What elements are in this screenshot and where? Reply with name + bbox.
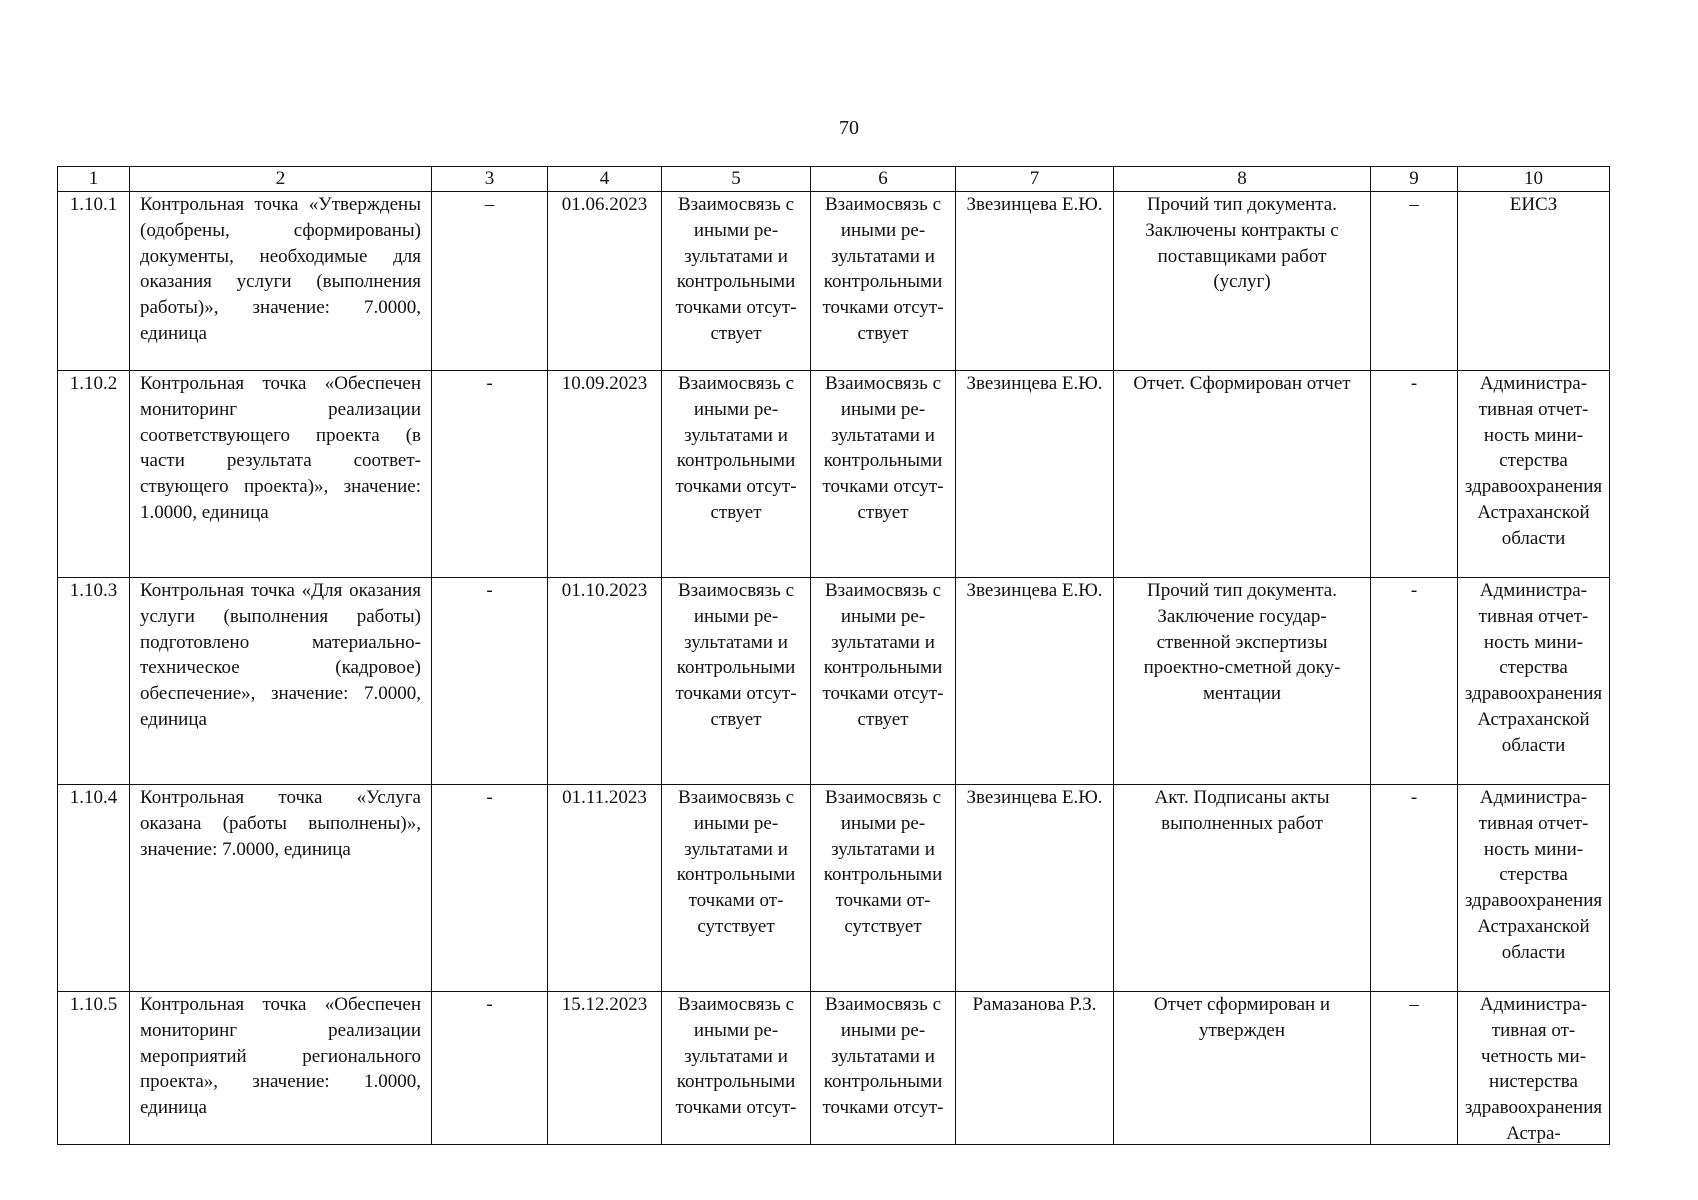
column-header-7: 7 [956,167,1114,192]
column-9-cell: - [1371,371,1458,578]
column-9-text: – [1409,994,1419,1015]
document-type-text: Отчет сформирован и утвержден [1153,994,1331,1041]
row-number-cell: 1.10.2 [58,371,130,578]
row-number-cell: 1.10.1 [58,192,130,371]
control-point-description-cell: Контрольная точка «Для оказания услуги (выполнения работы) подготовлено материально-техническое (кадровое) обеспечение», значение: 7.0000, единица [130,578,432,785]
column-header-2: 2 [130,167,432,192]
column-3-cell: - [432,578,548,785]
document-type-cell: Отчет. Сформирован отчет [1114,371,1371,578]
relationship-cell: Взаимосвязь с иными результатами и контрольными точками отсутствует [662,192,811,371]
column-header-9: 9 [1371,167,1458,192]
column-3-cell: – [432,192,548,371]
information-source-cell: Административная отчетность министерства здравоохранения Астраханской области [1458,371,1610,578]
relationship-text: Взаимосвязь с иными результатами и контрольными точками отсут- [675,994,797,1119]
table-row [58,992,1610,1145]
control-point-description-cell: Контрольная точка «Утверждены (одобрены, сформированы) документы, необходимые для оказания услуги (выполнения работы)», значение: 7.0000, единица [130,192,432,371]
row-number-cell [58,992,130,1145]
information-source-text: Административная отчетность министерства здравоохранения Астра- [1464,994,1603,1144]
column-9-cell: – [1371,192,1458,371]
table-row [58,371,1610,578]
information-source-cell: Административная отчетность министерства здравоохранения Астраханской области [1458,578,1610,785]
document-type-cell: Акт. Подписаны акты выполненных работ [1114,785,1371,992]
column-3-text: - [486,994,493,1015]
date-cell: 10.09.2023 [548,371,662,578]
column-header-4: 4 [548,167,662,192]
row-number-text: 1.10.5 [69,994,118,1015]
date-text: 15.12.2023 [561,994,648,1015]
relationship-cell: Взаимосвязь с иными результатами и контрольными точками отсутствует [662,371,811,578]
information-source-cell: Административная отчетность министерства здравоохранения Астраханской области [1458,785,1610,992]
table-row [58,192,1610,371]
relationship-cell: Взаимосвязь с иными результатами и контрольными точками отсутствует [662,785,811,992]
relationship-cell [811,992,956,1145]
date-cell: 01.10.2023 [548,578,662,785]
column-9-cell: - [1371,785,1458,992]
relationship-cell: Взаимосвязь с иными результатами и контрольными точками отсутствует [811,578,956,785]
document-type-cell [1114,992,1371,1145]
column-3-cell [432,992,548,1145]
date-cell: 01.06.2023 [548,192,662,371]
column-header-10: 10 [1458,167,1610,192]
table-row [58,578,1610,785]
responsible-person-text: Рамазанова Р.З. [972,994,1097,1015]
relationship-cell: Взаимосвязь с иными результатами и контрольными точками отсутствует [811,785,956,992]
relationship-cell: Взаимосвязь с иными результатами и контрольными точками отсутствует [811,192,956,371]
relationship-cell: Взаимосвязь с иными результатами и контрольными точками отсутствует [662,578,811,785]
column-3-cell: - [432,785,548,992]
document-type-cell: Прочий тип документа. Заключены контракты с поставщиками работ (услуг) [1114,192,1371,371]
table-header-row [58,167,1610,192]
column-header-8: 8 [1114,167,1371,192]
responsible-person-cell [956,992,1114,1145]
column-header-3: 3 [432,167,548,192]
row-number-cell: 1.10.3 [58,578,130,785]
control-point-description-cell: Контрольная точка «Услуга оказана (работы выполнены)», значение: 7.0000, единица [130,785,432,992]
column-header-5: 5 [662,167,811,192]
responsible-person-cell: Звезинцева Е.Ю. [956,371,1114,578]
document-type-cell: Прочий тип документа. Заключение государственной экспертизы проектно-сметной документации [1114,578,1371,785]
control-point-description-text: Контрольная точка «Обеспечен мониторинг реализации мероприятий регионального проекта», значение: 1.0000, единица [140,994,421,1119]
control-point-description-cell [130,992,432,1145]
responsible-person-cell: Звезинцева Е.Ю. [956,192,1114,371]
relationship-cell: Взаимосвязь с иными результатами и контрольными точками отсутствует [811,371,956,578]
column-3-cell: - [432,371,548,578]
table-row [58,785,1610,992]
column-header-1: 1 [58,167,130,192]
page-number: 70 [839,117,859,139]
information-source-cell: ЕИСЗ [1458,192,1610,371]
information-source-cell [1458,992,1610,1145]
row-number-cell: 1.10.4 [58,785,130,992]
control-points-table [57,166,1610,1145]
column-9-cell: - [1371,578,1458,785]
responsible-person-cell: Звезинцева Е.Ю. [956,785,1114,992]
column-9-cell [1371,992,1458,1145]
column-header-6: 6 [811,167,956,192]
control-point-description-cell: Контрольная точка «Обеспечен мониторинг реализации соответствующего проекта (в части результата соответствующего проекта)», значение: 1.0000, единица [130,371,432,578]
date-cell [548,992,662,1145]
date-cell: 01.11.2023 [548,785,662,992]
relationship-text: Взаимосвязь с иными результатами и контрольными точками отсут- [822,994,944,1119]
responsible-person-cell: Звезинцева Е.Ю. [956,578,1114,785]
relationship-cell [662,992,811,1145]
